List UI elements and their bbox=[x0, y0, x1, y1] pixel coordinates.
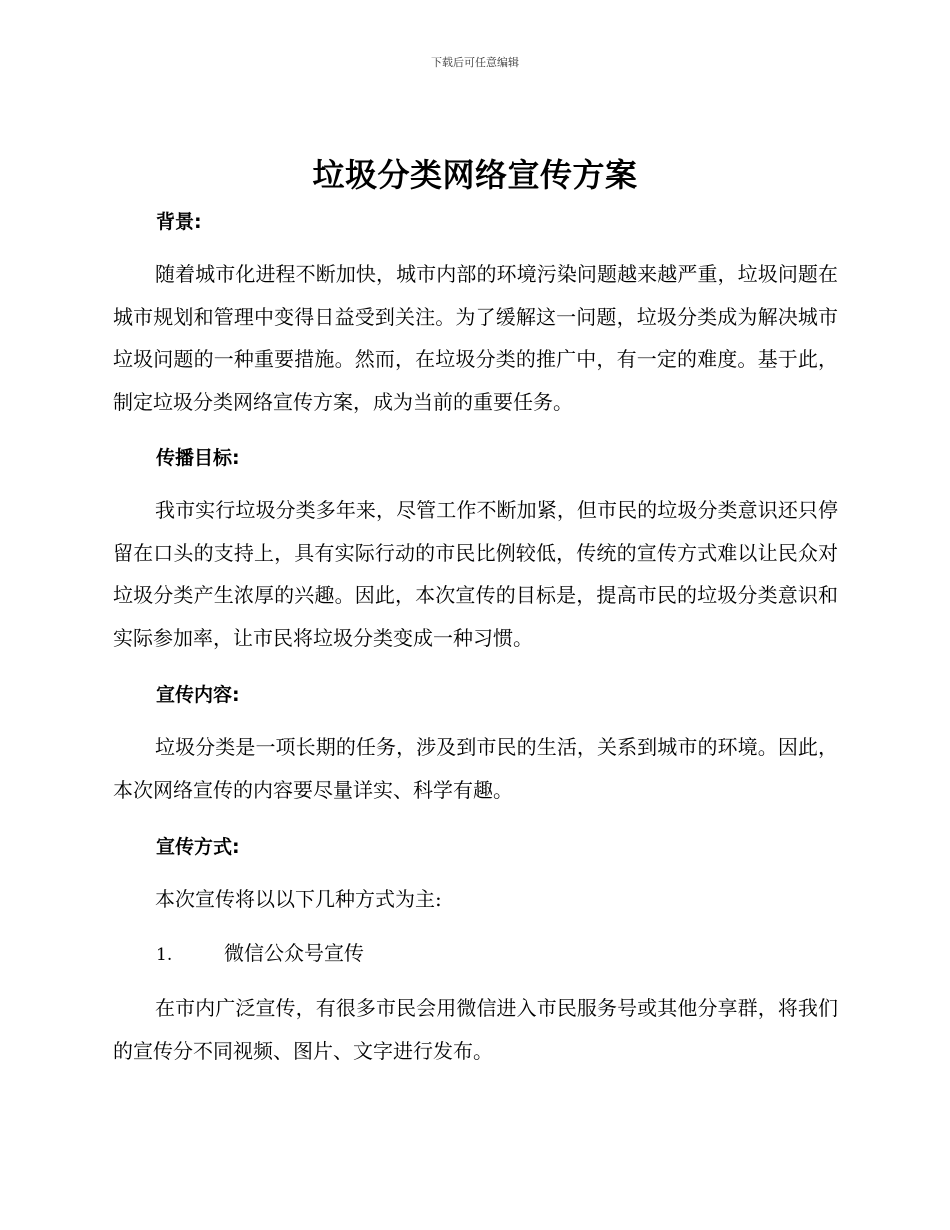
list-item-text: 微信公众号宣传 bbox=[224, 941, 364, 965]
list-item bbox=[156, 932, 364, 976]
list-item-number: 1. bbox=[156, 945, 173, 965]
section-heading-background: 背景: bbox=[156, 211, 202, 233]
section-heading-content: 宣传内容: bbox=[156, 684, 240, 706]
header-note: 下载后可任意编辑 bbox=[431, 56, 519, 69]
section-heading-goal: 传播目标: bbox=[156, 447, 240, 469]
document-title: 垃圾分类网络宣传方案 bbox=[312, 156, 638, 194]
section-heading-method: 宣传方式: bbox=[156, 836, 240, 858]
section-paragraph-goal: 我市实行垃圾分类多年来，尽管工作不断加紧，但市民的垃圾分类意识还只停留在口头的支持上，具有实际行动的市民比例较低，传统的宣传方式难以让民众对垃圾分类产生浓厚的兴趣。因此，本次宣传的目标是，提高市民的垃圾分类意识和实际参加率，让市民将垃圾分类变成一种习惯。 bbox=[113, 498, 838, 650]
section-paragraph-background: 随着城市化进程不断加快，城市内部的环境污染问题越来越严重，垃圾问题在城市规划和管理中变得日益受到关注。为了缓解这一问题，垃圾分类成为解决城市垃圾问题的一种重要措施。然而，在垃圾分类的推广中，有一定的难度。基于此，制定垃圾分类网络宣传方案，成为当前的重要任务。 bbox=[113, 262, 838, 414]
closing-paragraph: 在市内广泛宣传，有很多市民会用微信进入市民服务号或其他分享群，将我们的宣传分不同视频、图片、文字进行发布。 bbox=[113, 996, 838, 1063]
section-paragraph-method: 本次宣传将以以下几种方式为主: bbox=[155, 887, 442, 911]
section-paragraph-content: 垃圾分类是一项长期的任务，涉及到市民的生活，关系到城市的环境。因此，本次网络宣传的内容要尽量详实、科学有趣。 bbox=[113, 735, 838, 802]
